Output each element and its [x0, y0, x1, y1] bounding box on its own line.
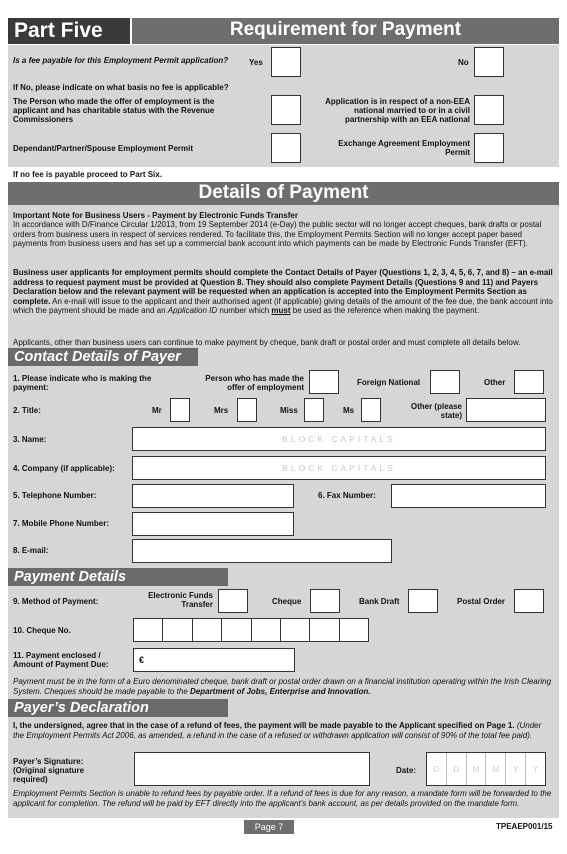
fax-input[interactable] [391, 484, 546, 508]
cheque-number-input[interactable] [133, 618, 369, 642]
mrs-label: Mrs [214, 406, 229, 415]
mr-checkbox[interactable] [170, 398, 190, 422]
date-year-2[interactable]: Y [526, 753, 545, 785]
business-rest-1: An e-mail will issue to the applicant and their authorised agent (if applicable) giving details of the amount of the fee due, the bank account into which the payment should be made and an [13, 296, 553, 316]
payment-note-dept: Department of Jobs, Enterprise and Innovation. [190, 686, 371, 696]
q9-label: 9. Method of Payment: [13, 597, 99, 606]
opt-exchange-checkbox[interactable] [474, 133, 504, 163]
no-label: No [458, 58, 469, 67]
q1-opt2-label: Foreign National [357, 378, 421, 387]
euro-symbol: € [139, 655, 145, 665]
telephone-input[interactable] [132, 484, 294, 508]
cheque-digit[interactable] [310, 619, 339, 641]
no-fee-note: If no fee is payable proceed to Part Six. [13, 170, 162, 179]
other-state-label: Other (please state) [410, 402, 462, 421]
yes-label: Yes [249, 58, 263, 67]
q1-opt3-checkbox[interactable] [514, 370, 544, 394]
draft-label: Bank Draft [359, 597, 400, 606]
opt-dependant-checkbox[interactable] [271, 133, 301, 163]
postal-label: Postal Order [457, 597, 506, 606]
signature-label: Payer’s Signature: (Original signature required) [13, 757, 85, 785]
part-label-text: Part Five [14, 19, 103, 42]
business-app-id: Application ID [167, 306, 218, 316]
business-must: must [271, 306, 291, 316]
payment-note [13, 677, 553, 696]
cheque-digit[interactable] [163, 619, 192, 641]
ms-checkbox[interactable] [361, 398, 381, 422]
cheque-digit[interactable] [340, 619, 368, 641]
cheque-digit[interactable] [222, 619, 251, 641]
note-body: In accordance with D/Finance Circular 1/2013, from 19 September 2014 (e-Day) the public sector will no longer accept cheques, bank drafts or postal orders from business users in respect of services rendered. To facilitate this, the Employment Permits Section will no longer accept paper based payments from business users and has set up a commercial bank account into which payments can be made by Electronic Funds Transfer (EFT). [13, 220, 542, 249]
date-day-2[interactable]: D [447, 753, 467, 785]
opt-exchange-label: Exchange Agreement Employment Permit [338, 139, 470, 158]
q10-label: 10. Cheque No. [13, 626, 71, 635]
q4-label: 4. Company (if applicable): [13, 464, 115, 473]
date-month-2[interactable]: M [486, 753, 506, 785]
payment-heading: Payment Details [8, 568, 228, 586]
fee-yes-checkbox[interactable] [271, 47, 301, 77]
miss-label: Miss [280, 406, 298, 415]
q2-label: 2. Title: [13, 406, 41, 415]
note-heading: Important Note for Business Users - Payment by Electronic Funds Transfer [13, 211, 298, 220]
mrs-checkbox[interactable] [237, 398, 257, 422]
mr-label: Mr [152, 406, 162, 415]
payment-note-text: Payment must be in the form of a Euro denominated cheque, bank draft or postal order drawn on a financial institution operating within the Irish Clearing System. Cheques should be made payable to the [13, 677, 552, 696]
q5-label: 5. Telephone Number: [13, 491, 97, 500]
date-label: Date: [396, 766, 417, 775]
draft-checkbox[interactable] [408, 589, 438, 613]
q1-opt1-checkbox[interactable] [309, 370, 339, 394]
eft-checkbox[interactable] [218, 589, 248, 613]
business-rest-2: number which [217, 306, 272, 316]
basis-question: If No, please indicate on what basis no fee is applicable? [13, 83, 229, 92]
cheque-digit[interactable] [193, 619, 222, 641]
cheque-label: Cheque [272, 597, 302, 606]
date-month-1[interactable]: M [467, 753, 487, 785]
opt-dependant-label: Dependant/Partner/Spouse Employment Permit [13, 144, 194, 153]
declaration-text: I, the undersigned, agree that in the case of a refund of fees, the payment will be made payable to the Applicant specified on Page 1. [13, 721, 515, 730]
form-code: TPEAEP001/15 [496, 822, 553, 831]
fee-question: Is a fee payable for this Employment Permit application? [13, 56, 229, 65]
declaration-italic: (Under the Employment Permits Act 2006, as amended, a refund in the case of a refused or withdrawn application will consist of 90% of the total fee paid). [13, 721, 542, 740]
q3-label: 3. Name: [13, 435, 47, 444]
declaration-text-block [13, 721, 553, 740]
q8-label: 8. E-mail: [13, 546, 49, 555]
declaration-heading: Payer’s Declaration [8, 699, 228, 717]
q1-label: 1. Please indicate who is making the payment: [13, 374, 152, 393]
contact-heading: Contact Details of Payer [8, 348, 198, 366]
fee-no-checkbox[interactable] [474, 47, 504, 77]
details-title: Details of Payment [198, 182, 369, 203]
postal-checkbox[interactable] [514, 589, 544, 613]
q6-label: 6. Fax Number: [318, 491, 376, 500]
date-day-1[interactable]: D [427, 753, 447, 785]
amount-input[interactable] [133, 648, 295, 672]
ms-label: Ms [343, 406, 355, 415]
cheque-checkbox[interactable] [310, 589, 340, 613]
cheque-digit[interactable] [252, 619, 281, 641]
business-paragraph [13, 268, 553, 316]
business-rest-3: be used as the reference when making the payment. [290, 306, 480, 316]
cheque-digit[interactable] [281, 619, 310, 641]
miss-checkbox[interactable] [304, 398, 324, 422]
name-input[interactable]: BLOCK CAPITALS [132, 427, 546, 451]
other-applicants-note: Applicants, other than business users can continue to make payment by cheque, bank draft or postal order and must complete all details below. [13, 338, 521, 347]
refund-footnote: Employment Permits Section is unable to refund fees by payable order. If a refund of fees is due for any reason, a mandate form will be forwarded to the applicant for completion. The refund will be paid by EFT directly into the applicant's bank account, as per details provided on the mandate form. [13, 789, 552, 808]
business-bold: Business user applicants for employment permits should complete the Contact Details of Payer (Questions 1, 2, 3, 4, 5, 6, 7, and 8) – an e-mail address to request payment must be provided at Question 8. They should also complete Payment Details (Questions 9 and 11) and Payers Declaration below and the relevant payment will be requested when an application is accepted into the Employment Permits Section as complete. [13, 268, 553, 306]
date-year-1[interactable]: Y [506, 753, 526, 785]
company-input[interactable]: BLOCK CAPITALS [132, 456, 546, 480]
opt-charitable-label: The Person who made the offer of employment is the applicant and has charitable status with the Revenue Commissioners [13, 97, 215, 125]
opt-charitable-checkbox[interactable] [271, 95, 301, 125]
email-input[interactable] [132, 539, 392, 563]
mobile-input[interactable] [132, 512, 294, 536]
signature-input[interactable] [134, 752, 370, 786]
opt-non-eea-checkbox[interactable] [474, 95, 504, 125]
title-other-input[interactable] [466, 398, 546, 422]
q11-label: 11. Payment enclosed / Amount of Payment Due: [13, 651, 109, 670]
page-number: Page 7 [244, 820, 294, 834]
part-title: Requirement for Payment [229, 19, 462, 40]
opt-non-eea-label: Application is in respect of a non-EEA national married to or in a civil partnership with an EEA national [325, 97, 470, 125]
q1-opt3-label: Other [484, 378, 506, 387]
q1-opt1-label: Person who has made the offer of employment [205, 374, 304, 393]
q1-opt2-checkbox[interactable] [430, 370, 460, 394]
date-input[interactable] [426, 752, 546, 786]
eft-label: Electronic Funds Transfer [148, 591, 213, 610]
q7-label: 7. Mobile Phone Number: [13, 519, 110, 528]
cheque-digit[interactable] [134, 619, 163, 641]
